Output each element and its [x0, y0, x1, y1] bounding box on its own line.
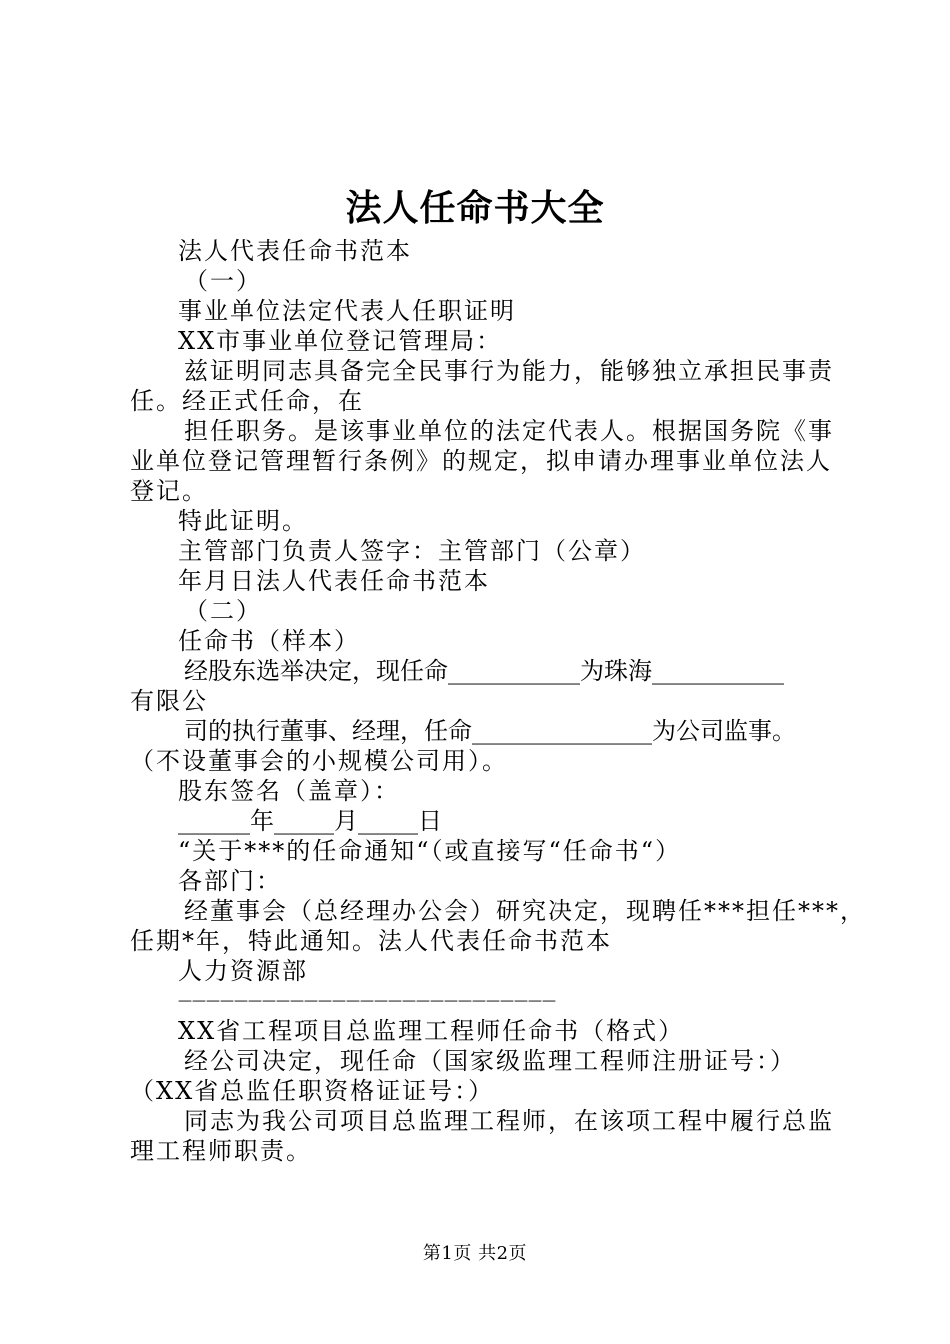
separator-line: ——————————————————————————— — [178, 993, 556, 1009]
text-line: 任。经正式任命，在 — [130, 387, 364, 415]
text-line: （XX省总监任职资格证证号：） — [130, 1077, 495, 1105]
document-body — [130, 236, 866, 1166]
text-line: “关于***的任命通知“（或直接写“任命书“） — [178, 837, 682, 865]
text-line: 任期*年，特此通知。法人代表任命书范本 — [130, 927, 612, 955]
text-line: 年月日法人代表任命书范本 — [178, 567, 490, 595]
document-title: 法人任命书大全 — [345, 187, 605, 229]
text-line: 法人代表任命书范本 — [178, 237, 412, 265]
text-line: 人力资源部 — [178, 957, 308, 985]
text-line: 理工程师职责。 — [130, 1137, 312, 1165]
text-line: 兹证明同志具备完全民事行为能力，能够独立承担民事责 — [184, 357, 834, 385]
text-line: （二） — [184, 597, 262, 625]
text-line: 同志为我公司项目总监理工程师，在该项工程中履行总监 — [184, 1107, 834, 1135]
text-line: 司的执行董事、经理，任命_______________为公司监事。 — [184, 717, 796, 745]
text-line: 经股东选举决定，现任命___________为珠海___________ — [184, 657, 784, 685]
text-line: 各部门： — [178, 867, 282, 895]
text-line: 股东签名（盖章）： — [178, 777, 400, 805]
text-line: 登记。 — [130, 477, 208, 505]
text-line: 事业单位法定代表人任职证明 — [178, 297, 516, 325]
text-line: 经董事会（总经理办公会）研究决定，现聘任***担任***， — [184, 897, 866, 925]
text-line: （一） — [184, 267, 262, 295]
text-line: 担任职务。是该事业单位的法定代表人。根据国务院《事 — [184, 417, 834, 445]
text-line: XX市事业单位登记管理局： — [178, 327, 503, 355]
text-line: 主管部门负责人签字：主管部门（公章） — [178, 537, 646, 565]
text-line: 特此证明。 — [178, 507, 308, 535]
text-line: 业单位登记管理暂行条例》的规定，拟申请办理事业单位法人 — [130, 447, 832, 475]
text-line: 经公司决定，现任命（国家级监理工程师注册证号：） — [184, 1047, 796, 1075]
text-line: XX省工程项目总监理工程师任命书（格式） — [178, 1017, 685, 1045]
page-number: 第1页 共2页 — [422, 1243, 528, 1264]
text-line: ______年_____月_____日 — [178, 807, 442, 835]
text-line: （不设董事会的小规模公司用）。 — [130, 747, 508, 775]
text-line: 任命书（样本） — [178, 627, 360, 655]
text-line: 有限公 — [130, 687, 208, 715]
